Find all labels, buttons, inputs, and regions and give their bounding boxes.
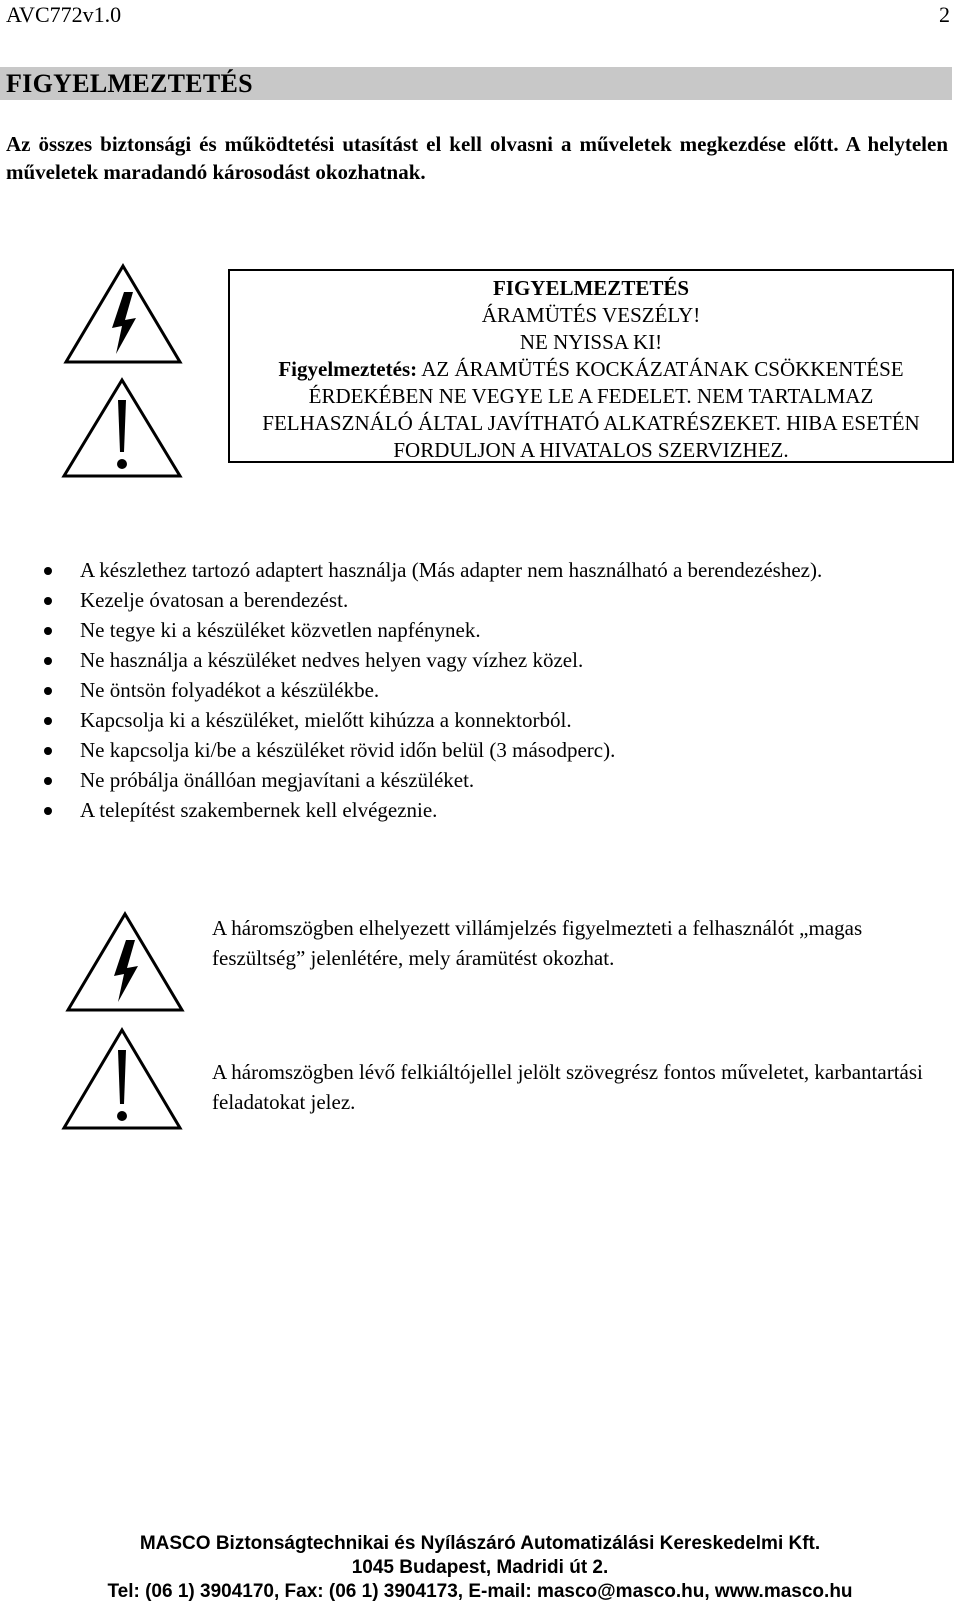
page-number: 2 xyxy=(939,2,950,27)
bullet-icon xyxy=(44,657,52,665)
list-item: Ne próbálja önállóan megjavítani a készüléket. xyxy=(44,765,924,795)
list-item: Kapcsolja ki a készüléket, mielőtt kihúzza a konnektorból. xyxy=(44,705,924,735)
section-title: FIGYELMEZTETÉS xyxy=(6,69,253,98)
bullet-icon xyxy=(44,777,52,785)
list-item: Ne kapcsolja ki/be a készüléket rövid időn belül (3 másodperc). xyxy=(44,735,924,765)
lightning-symbol-description: A háromszögben elhelyezett villámjelzés figyelmezteti a felhasználót „magas feszültség” jelenlétére, mely áramütést okozhat. xyxy=(212,916,863,970)
lightning-warning-icon xyxy=(62,262,184,366)
bullet-icon xyxy=(44,567,52,575)
exclamation-warning-icon xyxy=(60,376,184,480)
warning-box-do-not-open: NE NYISSA KI! xyxy=(519,330,663,354)
bullet-icon xyxy=(44,747,52,755)
document-id: AVC772v1.0 xyxy=(6,2,122,27)
exclamation-symbol-icon xyxy=(60,1026,184,1132)
list-item: Kezelje óvatosan a berendezést. xyxy=(44,585,924,615)
shock-hazard-warning-box xyxy=(228,269,954,463)
warning-box-title: FIGYELMEZTETÉS xyxy=(492,276,690,300)
footer-contact: Tel: (06 1) 3904170, Fax: (06 1) 3904173, E-mail: masco@masco.hu, www.masco.hu xyxy=(107,1581,853,1602)
bullet-icon xyxy=(44,687,52,695)
section-header-band xyxy=(0,67,952,100)
bullet-icon xyxy=(44,717,52,725)
exclamation-symbol-description: A háromszögben lévő felkiáltójellel jelölt szövegrész fontos műveletet, karbantartási feladatokat jelez. xyxy=(212,1060,923,1114)
list-item: A telepítést szakembernek kell elvégeznie. xyxy=(44,795,924,825)
warning-box-body xyxy=(230,356,952,464)
footer-address: 1045 Budapest, Madridi út 2. xyxy=(351,1557,609,1578)
bullet-icon xyxy=(44,627,52,635)
bullet-icon xyxy=(44,807,52,815)
bullet-icon xyxy=(44,597,52,605)
list-item: A készlethez tartozó adaptert használja (Más adapter nem használható a berendezéshez). xyxy=(44,555,924,585)
lightning-symbol-icon xyxy=(64,910,186,1014)
list-item: Ne öntsön folyadékot a készülékbe. xyxy=(44,675,924,705)
safety-instructions-list xyxy=(44,555,924,825)
list-item: Ne tegye ki a készüléket közvetlen napfénynek. xyxy=(44,615,924,645)
warning-box-hazard: ÁRAMÜTÉS VESZÉLY! xyxy=(481,303,701,327)
warning-box-text: AZ ÁRAMÜTÉS KOCKÁZATÁNAK CSÖKKENTÉSE ÉRDEKÉBEN NE VEGYE LE A FEDELET. NEM TARTALMAZ FELHASZNÁLÓ ÁLTAL JAVÍTHATÓ ALKATRÉSZEKET. HIBA ESETÉN FORDULJON A HIVATALOS SZERVIZHEZ. xyxy=(262,357,920,462)
list-item: Ne használja a készüléket nedves helyen vagy vízhez közel. xyxy=(44,645,924,675)
footer-company: MASCO Biztonságtechnikai és Nyílászáró Automatizálási Kereskedelmi Kft. xyxy=(139,1533,821,1554)
intro-paragraph: Az összes biztonsági és működtetési utasítást el kell olvasni a műveletek megkezdése előtt. A helytelen műveletek maradandó károsodást okozhatnak. xyxy=(6,132,948,184)
warning-box-label: Figyelmeztetés: xyxy=(278,357,418,381)
